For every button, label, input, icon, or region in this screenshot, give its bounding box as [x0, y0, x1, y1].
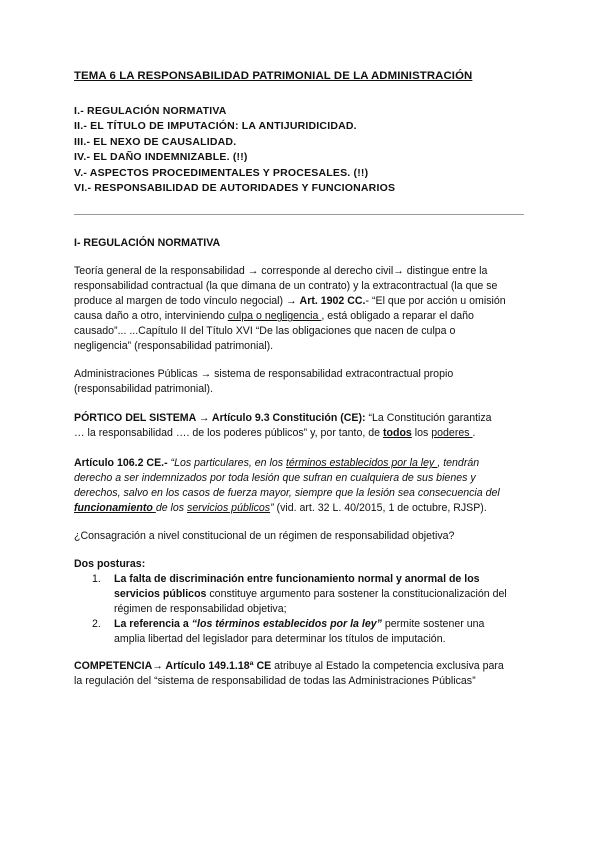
text-line — [74, 411, 534, 426]
text-run: , tendrán — [437, 457, 480, 469]
toc-item: II.- EL TÍTULO DE IMPUTACIÓN: LA ANTIJURIDICIDAD. — [74, 120, 357, 133]
text-run: causa daño a otro, interviniendo — [74, 310, 228, 323]
text-line — [74, 426, 534, 441]
text-line — [114, 587, 534, 602]
article-reference: COMPETENCIA→ Artículo 149.1.18ª CE — [74, 660, 272, 672]
text-line — [74, 501, 534, 516]
underlined-term: términos establecidos por la ley — [285, 457, 438, 469]
toc-item: VI.- RESPONSABILIDAD DE AUTORIDADES Y FUNCIONARIOS — [74, 182, 396, 195]
text-line: causado”... ...Capítulo II del Título XVI “De las obligaciones que nacen de culpa o — [74, 325, 456, 338]
text-line: Administraciones Públicas → sistema de responsabilidad extracontractual propio — [74, 368, 454, 380]
text-line — [74, 309, 534, 324]
text-run: produce al margen de todo vínculo negocial) → — [74, 295, 300, 308]
text-line — [74, 659, 534, 674]
paragraph-civil-liability — [74, 264, 534, 355]
text-line: amplia libertad del legislador para determinar los títulos de imputación. — [114, 633, 446, 646]
text-run: . — [472, 427, 476, 440]
paragraph-question — [74, 529, 534, 544]
text-run: constituye argumento para sostener la constitucionalización del — [206, 588, 507, 601]
text-line — [74, 456, 534, 471]
emphasis-todos: todos — [382, 427, 412, 440]
text-run: , está obligado a reparar el daño — [321, 310, 474, 323]
underlined-term: funcionamiento — [74, 502, 156, 515]
text-run: ” — [270, 502, 277, 515]
text-run: - “El que por acción u omisión — [365, 295, 506, 308]
text-line: La falta de discriminación entre funcionamiento normal y anormal de los — [114, 573, 480, 586]
list-item — [74, 572, 534, 617]
text-line — [74, 294, 534, 309]
text-run: “La Constitución garantiza — [365, 412, 492, 424]
text-line: ¿Consagración a nivel constitucional de un régimen de responsabilidad objetiva? — [74, 530, 455, 542]
list-number: 2. — [92, 618, 101, 631]
toc-item: III.- EL NEXO DE CAUSALIDAD. — [74, 135, 237, 148]
section-heading: I- REGULACIÓN NORMATIVA — [74, 237, 221, 249]
posturas-section — [74, 557, 534, 648]
text-run: los — [411, 427, 432, 440]
paragraph-administraciones — [74, 367, 534, 397]
text-run: “Los particulares, en los — [167, 457, 286, 469]
text-run: de los — [155, 502, 188, 515]
posturas-list — [74, 572, 534, 647]
text-line: negligencia” (responsabilidad patrimonial). — [74, 340, 274, 353]
paragraph-article-106 — [74, 456, 534, 516]
table-of-contents — [74, 104, 395, 196]
list-item — [74, 617, 534, 647]
posturas-heading: Dos posturas: — [74, 558, 146, 570]
text-line: derechos, salvo en los casos de fuerza mayor, siempre que la lesión sea consecuencia del — [74, 487, 500, 500]
text-run: … la responsabilidad …. de los poderes públicos” y, por tanto, de — [74, 427, 383, 440]
article-reference: PÓRTICO DEL SISTEMA → Artículo 9.3 Constitución (CE): — [74, 412, 366, 424]
text-line — [114, 617, 534, 632]
text-line: régimen de responsabilidad objetiva; — [114, 603, 287, 616]
article-reference: Art. 1902 CC. — [299, 295, 366, 308]
text-run: servicios públicos — [114, 588, 207, 601]
document-title: TEMA 6 LA RESPONSABILIDAD PATRIMONIAL DE LA ADMINISTRACIÓN — [74, 70, 473, 82]
text-line: Teoría general de la responsabilidad → corresponde al derecho civil→ distingue entre la — [74, 265, 488, 277]
quoted-phrase: “los términos establecidos por la ley” — [191, 618, 382, 631]
text-run: La referencia a — [114, 618, 192, 631]
toc-item: IV.- EL DAÑO INDEMNIZABLE. (!!) — [74, 151, 248, 164]
paragraph-portico — [74, 411, 534, 441]
text-line: (responsabilidad patrimonial). — [74, 383, 213, 396]
underlined-term: poderes — [431, 427, 473, 440]
text-line: responsabilidad contractual (la que dimana de un contrato) y la extracontractual (la que se — [74, 280, 498, 293]
underlined-term: servicios públicos — [187, 502, 271, 515]
text-run: atribuye al Estado la competencia exclusiva para — [271, 660, 504, 672]
text-run: permite sostener una — [381, 618, 485, 631]
underlined-term: culpa o negligencia — [227, 310, 322, 323]
toc-item: I.- REGULACIÓN NORMATIVA — [74, 105, 227, 117]
text-line: derecho a ser indemnizados por toda lesión que sufran en cualquiera de sus bienes y — [74, 472, 476, 485]
text-line: la regulación del “sistema de responsabilidad de todas las Administraciones Públicas” — [74, 675, 476, 688]
text-run: (vid. art. 32 L. 40/2015, 1 de octubre, RJSP). — [276, 502, 487, 515]
divider — [74, 214, 524, 215]
article-reference: Artículo 106.2 CE.- — [74, 457, 168, 469]
toc-item: V.- ASPECTOS PROCEDIMENTALES Y PROCESALES. (!!) — [74, 166, 369, 179]
paragraph-competencia — [74, 659, 534, 689]
list-number: 1. — [92, 573, 101, 586]
